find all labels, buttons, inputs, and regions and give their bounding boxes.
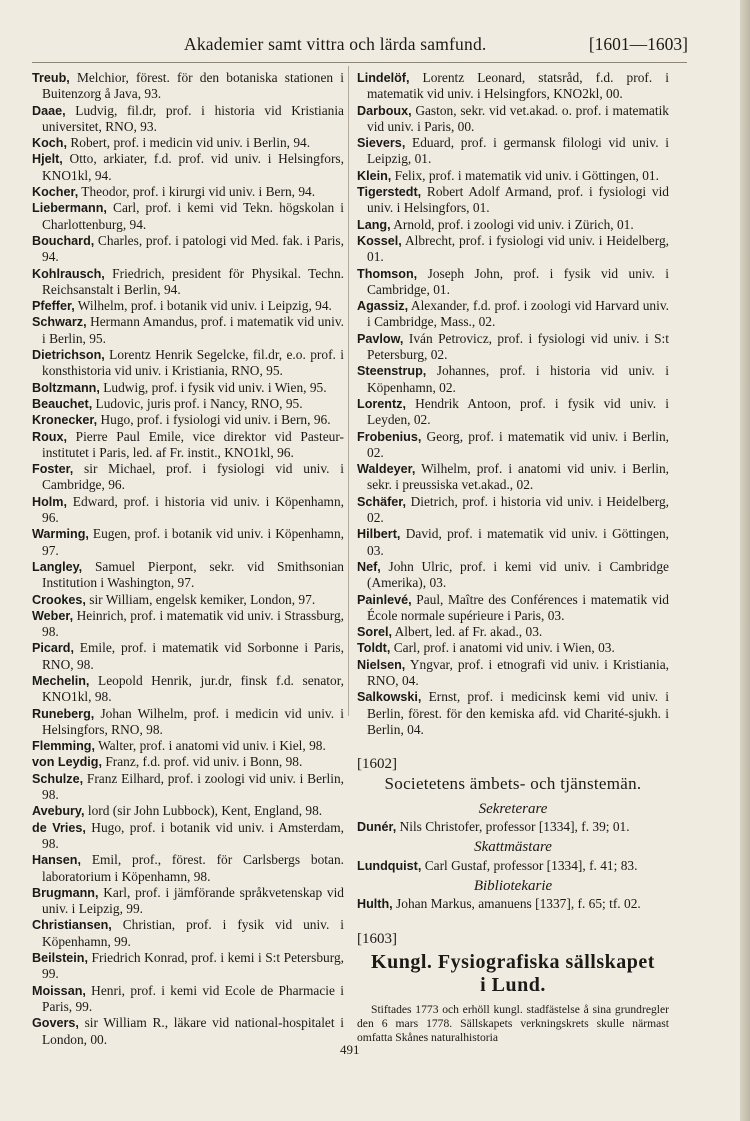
member-name: Kohlrausch, [32,266,105,281]
member-name: Sievers, [357,136,406,151]
header-rule [32,62,687,63]
section-number-1602: [1602] [357,756,397,773]
member-entry [32,559,344,592]
member-entry [32,151,344,184]
member-details: Dietrich, prof. i historia vid univ. i Heidelberg, 02. [367,493,669,526]
member-entry [32,706,344,739]
member-entry [357,298,669,331]
member-name: Agassiz, [357,299,409,314]
role-heading: Bibliotekarie [473,877,553,894]
member-details: Hugo, prof. i botanik vid univ. i Amsterdam, 98. [42,819,344,851]
member-name: Koch, [32,136,67,151]
official-name: Lundquist, [357,858,422,873]
member-entry [357,396,669,429]
official-details: Nils Christofer, professor [1334], f. 39; 01. [396,819,630,835]
member-entry [357,657,669,690]
member-name: Lindelöf, [357,71,410,85]
section-number-1603: [1603] [357,930,397,947]
page-edge [740,0,750,1121]
member-name: Bouchard, [32,233,95,248]
member-entry [357,363,669,396]
member-details: Franz Eilhard, prof. i zoologi vid univ. i Berlin, 98. [42,770,344,803]
member-details: Walter, prof. i anatomi vid univ. i Kiel, 98. [94,738,326,754]
member-entry [32,526,344,559]
member-details: Iván Petrovicz, prof. i fysiologi vid univ. i S:t Petersburg, 02. [367,330,669,363]
official-entry [357,819,669,835]
member-details: Emil, prof., förest. för Carlsbergs botan. laboratorium i Köpenhamn, 98. [42,852,344,884]
member-name: Hansen, [32,853,81,868]
official-name: Dunér, [357,820,397,835]
member-entry [357,624,669,640]
member-entry [32,820,344,853]
member-name: Christiansen, [32,918,112,933]
member-details: Ludovic, juris prof. i Nancy, RNO, 95. [92,395,303,411]
member-details: Wilhelm, prof. i anatomi vid univ. i Berlin, sekr. i preussiska vet.akad., 02. [367,461,669,493]
member-entry [32,983,344,1016]
section-title-1603 [357,951,669,997]
member-entry [32,917,344,950]
member-name: Schäfer, [357,494,407,509]
member-name: Beauchet, [32,396,93,411]
left-column [32,70,344,1048]
role-heading: Sekreterare [478,800,548,817]
member-name: Thomson, [357,266,418,281]
member-details: Arnold, prof. i zoologi vid univ. i Zürich, 01. [390,216,634,232]
member-details: Franz, f.d. prof. vid univ. i Bonn, 98. [101,754,303,770]
member-details: lord (sir John Lubbock), Kent, England, 98. [84,803,323,819]
header-section-range: [1601—1603] [588,34,688,54]
member-name: Crookes, [32,592,86,607]
member-details: Christian, prof. i fysik vid univ. i Köpenhamn, 99. [42,917,344,949]
member-name: Avebury, [32,804,85,819]
official-entry [357,858,669,874]
section-1603-paragraph: Stiftades 1773 och erhöll kungl. stadfästelse å sina grundregler den 6 mars 1778. Sällskapets verkningskrets skulle närmast omfatta Skånes naturalhistoria [357,1002,669,1044]
official-details: Carl Gustaf, professor [1334], f. 41; 83. [421,857,638,873]
header-title: Akademier samt vittra och lärda samfund. [184,34,487,54]
member-details: Alexander, f.d. prof. i zoologi vid Harvard univ. i Cambridge, Mass., 02. [367,298,669,330]
member-name: Weber, [32,608,74,623]
member-name: Nef, [357,559,381,574]
member-entry [357,559,669,592]
member-entry [32,135,344,151]
member-name: Brugmann, [32,885,99,900]
member-details: Eugen, prof. i botanik vid univ. i Köpenhamn, 97. [42,526,344,558]
member-details: Wilhelm, prof. i botanik vid univ. i Leipzig, 94. [74,298,332,314]
member-name: Hilbert, [357,527,401,542]
member-details: Paul, Maître des Conférences i matematik vid École normale supérieure i Paris, 03. [367,591,669,623]
member-entry [32,233,344,266]
member-details: Heinrich, prof. i matematik vid univ. i Strassburg, 98. [42,607,344,640]
running-header [28,34,688,56]
member-details: Samuel Pierpont, sekr. vid Smithsonian Institution i Washington, 97. [42,558,344,591]
member-details: Carl, prof. i anatomi vid univ. i Wien, 03. [390,640,615,656]
member-name: Warming, [32,527,89,542]
member-details: Emile, prof. i matematik vid Sorbonne i Paris, RNO, 98. [42,640,344,672]
member-name: Mechelin, [32,673,90,688]
member-entry [32,1015,344,1048]
member-name: Langley, [32,559,83,574]
member-details: Leopold Henrik, jur.dr, finsk f.d. senator, KNO1kl, 98. [42,672,344,705]
member-entry [32,852,344,885]
member-name: Boltzmann, [32,380,100,395]
member-entry [357,331,669,364]
member-details: John Ulric, prof. i kemi vid univ. i Cambridge (Amerika), 03. [367,558,669,591]
member-details: Henri, prof. i kemi vid Ecole de Pharmacie i Paris, 99. [42,982,344,1014]
member-entry [32,738,344,754]
member-entry [32,592,344,608]
member-entry [357,592,669,625]
member-name: Klein, [357,168,392,183]
member-details: sir Michael, prof. i fysiologi vid univ. i Cambridge, 96. [42,461,344,493]
column-divider [348,66,349,716]
member-details: Albert, led. af Fr. akad., 03. [392,624,543,640]
member-details: Ludvig, fil.dr, prof. i historia vid Kristiania universitet, RNO, 93. [42,102,344,134]
officials-list [357,801,669,913]
member-name: Treub, [32,71,70,85]
member-name: Foster, [32,462,74,477]
member-entry [357,640,669,656]
member-details: Yngvar, prof. i etnografi vid univ. i Kristiania, RNO, 04. [367,656,669,688]
member-entry [32,347,344,380]
member-name: Pfeffer, [32,299,75,314]
member-details: Lorentz Leonard, statsråd, f.d. prof. i matematik vid univ. i Helsingfors, KNO2kl, 00. [367,70,669,102]
member-name: Lang, [357,217,391,232]
member-name: Kronecker, [32,413,98,428]
member-entry [357,689,669,738]
member-name: Holm, [32,494,67,509]
member-details: Gaston, sekr. vid vet.akad. o. prof. i matematik vid univ. i Paris, 00. [367,102,669,134]
member-name: de Vries, [32,820,86,835]
member-entry [357,217,669,233]
member-name: Daae, [32,103,66,118]
member-details: Lorentz Henrik Segelcke, fil.dr, e.o. prof. i konsthistoria vid univ. i Kristiania, RNO, 95. [42,347,344,379]
member-entry [32,380,344,396]
member-details: Johan Wilhelm, prof. i medicin vid univ. i Helsingfors, RNO, 98. [42,705,344,737]
member-entry [32,950,344,983]
member-details: Melchior, förest. för den botaniska stationen i Buitenzorg å Java, 93. [42,70,344,102]
member-details: sir William, engelsk kemiker, London, 97. [85,591,316,607]
member-details: Joseph John, prof. i fysik vid univ. i Cambridge, 01. [367,265,669,297]
member-entry [32,640,344,673]
member-entry [32,673,344,706]
member-details: Albrecht, prof. i fysiologi vid univ. i Heidelberg, 01. [367,232,669,265]
official-details: Johan Markus, amanuens [1337], f. 65; tf. 02. [392,896,641,912]
member-entry [32,429,344,462]
member-entry [32,266,344,299]
section-title-1603-line2: i Lund. [480,973,546,996]
member-name: Hjelt, [32,152,63,167]
member-entry [357,526,669,559]
member-details: Felix, prof. i matematik vid univ. i Göttingen, 01. [391,167,659,183]
member-details: Theodor, prof. i kirurgi vid univ. i Bern, 94. [78,184,316,200]
member-details: David, prof. i matematik vid univ. i Göttingen, 03. [367,526,669,558]
member-entry [357,429,669,462]
member-name: Frobenius, [357,429,422,444]
member-name: Picard, [32,641,74,656]
member-details: Hermann Amandus, prof. i matematik vid univ. i Berlin, 95. [42,314,344,346]
member-entry [357,103,669,136]
member-entry [32,184,344,200]
member-entry [357,461,669,494]
member-entry [32,298,344,314]
member-entry [357,494,669,527]
member-entry [32,494,344,527]
member-details: Friedrich, president för Physikal. Techn. Reichsanstalt i Berlin, 94. [42,265,344,297]
member-name: Dietrichson, [32,348,105,363]
member-details: Ernst, prof. i medicinsk kemi vid univ. i Berlin, förest. för den kemiska afd. vid Charité-sjukh. i Berlin, 04. [367,689,669,737]
member-entry [32,461,344,494]
member-entry [32,412,344,428]
member-details: Eduard, prof. i germansk filologi vid univ. i Leipzig, 01. [367,135,669,167]
page-number: 491 [340,1042,360,1057]
member-entry [357,233,669,266]
member-name: Pavlow, [357,331,404,346]
member-entry [32,754,344,770]
member-name: Kocher, [32,185,79,200]
member-entry [32,803,344,819]
member-name: Beilstein, [32,951,88,966]
member-entry [32,314,344,347]
member-name: Salkowski, [357,690,422,705]
member-details: Georg, prof. i matematik vid univ. i Berlin, 02. [367,428,669,460]
role-heading: Skattmästare [474,839,552,856]
member-entry [32,771,344,804]
member-entry [32,70,344,103]
member-details: Johannes, prof. i historia vid univ. i Köpenhamn, 02. [367,363,669,395]
member-name: Toldt, [357,641,391,656]
member-name: Steenstrup, [357,364,427,379]
member-details: Carl, prof. i kemi vid Tekn. högskolan i Charlottenburg, 94. [42,200,344,232]
member-name: Lorentz, [357,396,406,411]
member-name: Painlevé, [357,592,412,607]
member-name: Schwarz, [32,315,87,330]
member-details: Pierre Paul Emile, vice direktor vid Pasteur-institutet i Paris, led. af Fr. instit., KNO1kl, 96. [42,428,344,460]
member-name: Flemming, [32,739,95,754]
member-details: Karl, prof. i jämförande språkvetenskap vid univ. i Leipzig, 99. [42,884,344,917]
member-name: Nielsen, [357,657,406,672]
member-entry [357,266,669,299]
official-entry [357,896,669,912]
member-details: Friedrich Konrad, prof. i kemi i S:t Petersburg, 99. [42,950,344,982]
member-entry [32,608,344,641]
member-details: Edward, prof. i historia vid univ. i Köpenhamn, 96. [42,493,344,526]
member-entry [32,103,344,136]
member-details: sir William R., läkare vid national-hospitalet i London, 00. [42,1015,344,1047]
member-details: Hendrik Antoon, prof. i fysik vid univ. i Leyden, 02. [367,395,669,428]
member-name: Tigerstedt, [357,185,422,200]
member-name: Runeberg, [32,706,95,721]
member-details: Otto, arkiater, f.d. prof. vid univ. i Helsingfors, KNO1kl, 94. [42,151,344,183]
member-name: Darboux, [357,103,412,118]
member-name: Sorel, [357,625,392,640]
member-name: Moissan, [32,983,86,998]
member-entry [357,168,669,184]
member-details: Hugo, prof. i fysiologi vid univ. i Bern, 96. [97,412,331,428]
official-name: Hulth, [357,897,393,912]
member-details: Charles, prof. i patologi vid Med. fak. i Paris, 94. [42,232,344,265]
member-name: Schulze, [32,771,84,786]
member-entry [32,200,344,233]
member-entry [357,70,669,103]
right-column [357,70,669,1045]
member-name: Roux, [32,429,67,444]
member-entry [357,184,669,217]
member-name: Waldeyer, [357,462,416,477]
section-title-1603-line1: Kungl. Fysiografiska sällskapet [371,950,655,973]
member-name: Kossel, [357,233,402,248]
member-name: Liebermann, [32,201,107,216]
member-name: von Leydig, [32,755,102,770]
member-entry [357,135,669,168]
right-column-entries [357,70,669,738]
member-details: Robert, prof. i medicin vid univ. i Berlin, 94. [66,135,311,151]
member-entry [32,885,344,918]
member-entry [32,396,344,412]
member-details: Robert Adolf Armand, prof. i fysiologi vid univ. i Helsingfors, 01. [367,184,669,216]
section-title-1602: Societetens ämbets- och tjänstemän. [384,774,642,794]
member-name: Govers, [32,1016,79,1031]
member-details: Ludwig, prof. i fysik vid univ. i Wien, 95. [99,379,327,395]
